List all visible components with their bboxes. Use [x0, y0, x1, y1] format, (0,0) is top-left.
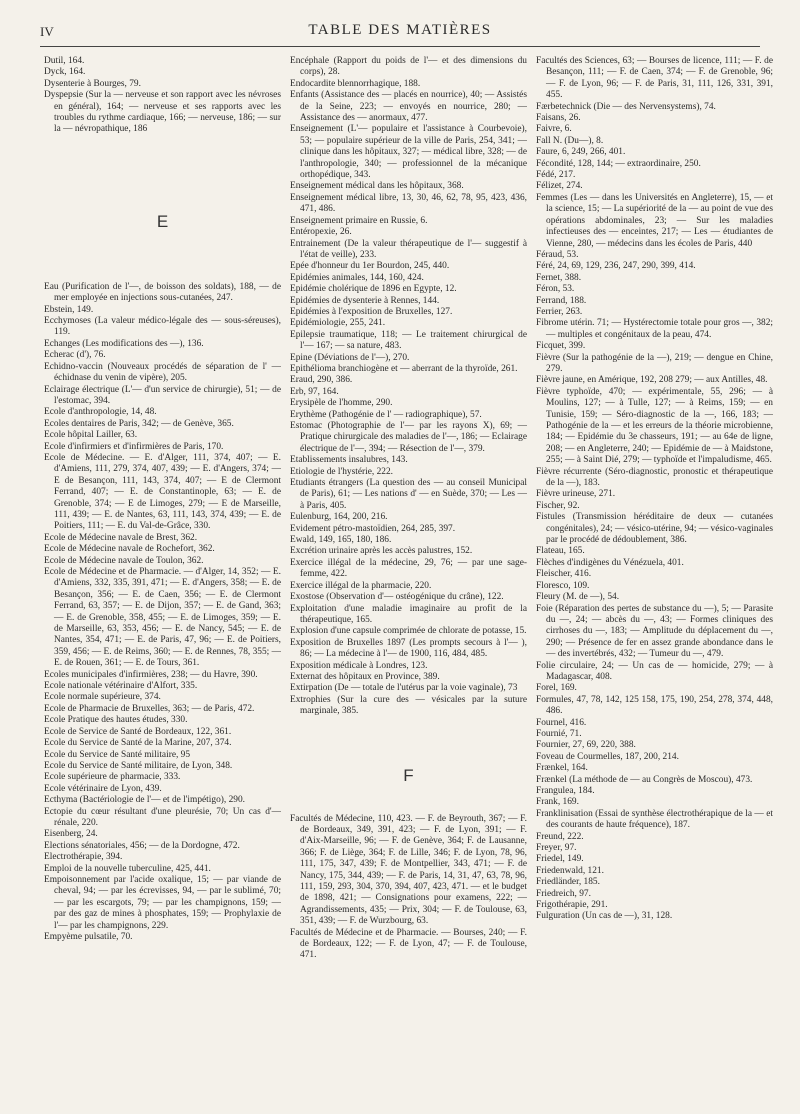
index-entry: Ecole de Médecine et de Pharmacie. — d'Alger, 14, 352; — E. d'Amiens, 332, 335, 391, 471; — E. d'Angers, 358; — E. de Besançon, 356; — E. de Caen, 356; — E. de Clermont Ferrand, 63, 357; — E. de Dijon, 357; — E. de Gand, 363; — E. de Grenoble, 358, 455; — E. de Limoges, 359; — E. de Marseille, 63, 353, 456; — E. de Nancy, 545; — E. de Nantes, 354, 471; — E. de Paris, 47, 96; — E. de Poitiers, 359, 456; — E. de Reims, 360; — E. de Rennes, 78, 355; — E. de Rouen, 361; — E. de Tours, 361. — [44, 567, 281, 669]
index-entry: Freyer, 97. — [536, 843, 577, 854]
index-entry: Féraud, 53. — [536, 249, 579, 260]
index-entry: Exostose (Observation d'— ostéogénique du crâne), 122. — [290, 592, 504, 603]
index-entry: Ewald, 149, 165, 180, 186. — [290, 535, 392, 546]
index-entry: Erb, 97, 164. — [290, 386, 339, 397]
index-entry: Fièvre récurrente (Séro-diagnostic, pronostic et thérapeutique de la —), 183. — [536, 466, 773, 489]
index-entry: Ecole nationale vétérinaire d'Alfort, 335. — [44, 681, 198, 692]
index-entry: Ferrand, 188. — [536, 295, 587, 306]
index-entry: Fournier, 27, 69, 220, 388. — [536, 740, 636, 751]
index-entry: Ecole d'anthropologie, 14, 48. — [44, 407, 157, 418]
index-entry: Ecole du Service de Santé militaire, 95 — [44, 749, 191, 760]
index-entry: Dyspepsie (Sur la — nerveuse et son rapport avec les névroses en général), 164; — nerveuse et ses rapports avec les troubles du rythme cardiaque, 166; — nerveuse, 186; — sur la — névropathique, 186 — [44, 90, 281, 135]
running-title: TABLE DES MATIÈRES — [308, 22, 492, 38]
index-entry: Ferrier, 263. — [536, 306, 583, 317]
index-entry: Echanges (Les modifications des —), 136. — [44, 338, 204, 349]
index-entry: Ecole Pratique des hautes études, 330. — [44, 715, 188, 726]
index-entry: Fécondité, 128, 144; — extraordinaire, 250. — [536, 158, 701, 169]
index-entry: Fall N. (Du—), 8. — [536, 135, 604, 146]
index-entry: Ecole supérieure de pharmacie, 333. — [44, 772, 181, 783]
index-entry: Folie circulaire, 24; — Un cas de — homicide, 279; — à Madagascar, 408. — [536, 660, 773, 682]
index-entry: Ficquet, 399. — [536, 341, 586, 352]
index-group — [44, 56, 281, 136]
index-entry: Eau (Purification de l'—, de boisson des soldats), 188, — de mer employée en injections sous-cutanées, 247. — [44, 281, 281, 304]
index-entry: Extirpation (De — totale de l'utérus par la voie vaginale), 73 — [290, 683, 518, 694]
index-entry: Féron, 53. — [536, 284, 575, 295]
index-entry: Ecole du Service de Santé de la Marine, 207, 374. — [44, 738, 232, 749]
index-entry: Exposition de Bruxelles 1897 (Les prompts secours à l'— ), 86; — La médecine à l'— de 1900, 116, 484, 485. — [290, 637, 527, 660]
index-entry: Freund, 222. — [536, 831, 584, 842]
index-entry: Fournel, 416. — [536, 717, 587, 728]
index-entry: Foveau de Courmelles, 187, 200, 214. — [536, 751, 679, 762]
index-entry: Echerac (d'), 76. — [44, 350, 106, 361]
index-entry: Fulguration (Un cas de —), 31, 128. — [536, 911, 673, 922]
index-entry: Faisans, 26. — [536, 113, 581, 124]
index-entry: Epidémies animales, 144, 160, 424. — [290, 272, 424, 283]
index-entry: Epidémie cholérique de 1896 en Egypte, 12. — [290, 284, 457, 295]
index-entry: Floresco, 109. — [536, 580, 590, 591]
index-entry: Exploitation d'une maladie imaginaire au profit de la thérapeutique, 165. — [290, 603, 527, 625]
index-entry: Foie (Réparation des pertes de substance du —), 5; — Parasite du —, 24; — abcès du —, 43; — Formes cliniques des cirrhoses du —, 183; — Amplitude du déplacement du —, 290; — Présence de fer en assez grande abondance dans le — des invertébrés, 432; — Tumeur du —, 479. — [536, 603, 773, 660]
index-entry: Fédé, 217. — [536, 170, 576, 181]
index-entry: Eraud, 290, 386. — [290, 375, 353, 386]
index-entry: Electrothérapie, 394. — [44, 852, 123, 863]
index-entry: Formules, 47, 78, 142, 125 158, 175, 190, 254, 278, 374, 448, 486. — [536, 694, 773, 717]
index-entry: Ecole de Médecine navale de Rochefort, 362. — [44, 544, 215, 555]
index-entry: Flèches d'indigènes du Vénézuela, 401. — [536, 557, 684, 568]
index-entry: Entrainement (De la valeur thérapeutique de l'— suggestif à l'état de veille), 233. — [290, 238, 527, 260]
index-entry: Féré, 24, 69, 129, 236, 247, 290, 399, 414. — [536, 261, 696, 272]
index-entry: Ecole de Pharmacie de Bruxelles, 363; — de Paris, 472. — [44, 703, 255, 714]
index-entry: Enseignement médical libre, 13, 30, 46, 62, 78, 95, 423, 436, 471, 486. — [290, 192, 527, 215]
index-entry: Epidémiologie, 255, 241. — [290, 318, 386, 329]
index-column-1 — [44, 56, 281, 1106]
index-entry: Félizet, 274. — [536, 181, 583, 192]
index-entry: Ecole normale supérieure, 374. — [44, 692, 161, 703]
index-entry: Exercice illégal de la pharmacie, 220. — [290, 580, 432, 591]
index-entry: Enfants (Assistance des — placés en nourrice), 40; — Assistés de la Seine, 223; — envoyés en nourrice, 280; — Assistance des — anormaux, 477. — [290, 90, 527, 124]
index-entry: Etiologie de l'hystérie, 222. — [290, 466, 393, 477]
index-entry: Eisenberg, 24. — [44, 829, 98, 840]
index-entry: Fischer, 92. — [536, 500, 580, 511]
index-entry: Frangulea, 184. — [536, 786, 595, 796]
index-entry: Enseignement médical dans les hôpitaux, 368. — [290, 181, 464, 192]
index-entry: Færbetechnick (Die — des Nervensystems), 74. — [536, 101, 716, 112]
index-entry: Ecole du Service de Santé militaire, de Lyon, 348. — [44, 760, 233, 771]
index-entry: Epilepsie traumatique, 118; — Le traitement chirurgical de l'— 167; — sa nature, 483. — [290, 329, 527, 352]
index-entry: Franklinisation (Essai de synthèse électrothérapique de la — et des courants de haute fréquence), 187. — [536, 808, 773, 831]
index-entry: Ecchymoses (La valeur médico-légale des — sous-séreuses), 119. — [44, 316, 281, 338]
index-entry: Ecole hôpital Lailler, 63. — [44, 430, 138, 441]
index-entry: Dutil, 164. — [44, 56, 85, 66]
index-column-2 — [290, 56, 527, 1106]
index-group — [290, 814, 527, 962]
index-entry: Empyème pulsatile, 70. — [44, 932, 133, 942]
index-entry: Facultés des Sciences, 63; — Bourses de licence, 111; — F. de Besançon, 111; — F. de Caen, 374; — F. de Grenoble, 96; — F. de Lyon, 96; — F. de Paris, 31, 111, 126, 331, 391, 455. — [536, 56, 773, 101]
index-entry: Fleury (M. de —), 54. — [536, 592, 620, 603]
index-entry: Fièvre typhoïde, 470; — expérimentale, 55, 296; — à Moulins, 127; — à Tulle, 127; — à Reims, 159; — en Tunisie, 159; — Séro-diagnostic de la —, 166, 183; — Pathogénie de la — et les erreurs de la théorie microbienne, 184; — Epidémie du 3e chasseurs, 191; — au 64e de ligne, 208; — en Angleterre, 240; — Epidémie de — à Maidstone, 255; — à Saint Dié, 279; — typhoïde et l'impaludisme, 465. — [536, 386, 773, 466]
index-entry: Friedländer, 185. — [536, 877, 600, 888]
index-entry: Epine (Déviations de l'—), 270. — [290, 352, 410, 363]
index-group — [44, 282, 281, 944]
index-entry: Epée d'honneur du 1er Bourdon, 245, 440. — [290, 261, 450, 272]
index-entry: Emploi de la nouvelle tuberculine, 425, 441. — [44, 863, 211, 874]
index-entry: Elections sénatoriales, 456; — de la Dordogne, 472. — [44, 840, 240, 851]
index-entry: Flateau, 165. — [536, 546, 585, 557]
index-entry: Epidémies de dysenterie à Rennes, 144. — [290, 295, 440, 306]
index-entry: Friedreich, 97. — [536, 888, 591, 899]
index-entry: Externat des hôpitaux en Province, 389. — [290, 671, 440, 682]
index-entry: Ecole de Service de Santé de Bordeaux, 122, 361. — [44, 726, 232, 737]
index-entry: Excrétion urinaire après les accès palustres, 152. — [290, 546, 473, 557]
index-entry: Friedenwald, 121. — [536, 865, 604, 876]
index-entry: Faure, 6, 249, 266, 401. — [536, 147, 626, 158]
index-entry: Fistules (Transmission héréditaire de deux — cutanées congénitales), 24; — vésico-utérine, 94; — vésico-vaginales par le procédé de dédoublement, 386. — [536, 512, 773, 546]
index-entry: Explosion d'une capsule comprimée de chlorate de potasse, 15. — [290, 626, 527, 637]
index-entry: Estomac (Photographie de l'— par les rayons X), 69; — Pratique chirurgicale des maladies de l'—, 186; — Eclairage électrique de l'—, 394; — Résection de l'—, 379. — [290, 421, 527, 454]
index-entry: Fibrome utérin. 71; — Hystérectomie totale pour gros —, 382; — multiples et congénitaux de la peau, 474. — [536, 318, 773, 340]
index-entry: Entéropexie, 26. — [290, 227, 352, 238]
index-entry: Eclairage électrique (L'— d'un service de chirurgie), 51; — de l'estomac, 394. — [44, 384, 281, 406]
index-entry: Frigothérapie, 291. — [536, 900, 608, 911]
index-entry: Facultés de Médecine et de Pharmacie. — Bourses, 240; — F. de Bordeaux, 122; — F. de Lyon, 47; — F. de Toulouse, 471. — [290, 927, 527, 961]
index-entry: Dyck, 164. — [44, 67, 86, 78]
index-entry: Evidement pétro-mastoïdien, 264, 285, 397. — [290, 523, 456, 534]
index-entry: Eulenburg, 164, 200, 216. — [290, 512, 388, 523]
index-entry: Erysipèle de l'homme, 290. — [290, 398, 393, 409]
index-entry: Epidémies à l'exposition de Bruxelles, 127. — [290, 306, 453, 317]
index-entry: Exposition médicale à Londres, 123. — [290, 660, 428, 671]
index-entry: Ectopie du cœur résultant d'une pleurésie, 70; Un cas d'— rénale, 220. — [44, 806, 281, 828]
index-entry: Endocardite blennorrhagique, 188. — [290, 78, 421, 89]
index-group — [290, 56, 527, 718]
section-letter-f: F — [403, 765, 414, 785]
index-entry: Erythème (Pathogénie de l' — radiographique), 57. — [290, 409, 482, 420]
index-column-3 — [536, 56, 773, 1106]
index-entry: Etablissements insalubres, 143. — [290, 455, 408, 466]
index-entry: Facultés de Médecine, 110, 423. — F. de Beyrouth, 367; — F. de Bordeaux, 349, 391, 423; — F. de Lyon, 391; — F. d'Aix-Marseille, 96; — F. de Genève, 364; F. de Lausanne, 366; F. de Liège, 364; F. de Lille, 346; F. de Lyon, 78, 96, 111, 175, 347, 439; F. de Montpellier, 343, 471; — F. de Nancy, 175, 344, 439; — F. de Paris, 14, 31, 47, 63, 78, 96, 111, 159, 293, 304, 370, 394, 407, 423, 471. — et le budget de 1898, 421; — Consignations pour examens, 222; — Agrandissements, 435; — Prix, 304; — F. de Toulouse, 63, 351, 439; — F. de Wurzbourg, 63. — [290, 813, 527, 927]
index-entry: Fièvre urineuse, 271. — [536, 489, 616, 500]
page-header — [40, 22, 760, 47]
section-letter-e: E — [156, 211, 169, 231]
index-entry: Ebstein, 149. — [44, 304, 94, 315]
index-entry: Frænkel, 164. — [536, 763, 588, 774]
index-entry: Frænkel (La méthode de — au Congrès de Moscou), 473. — [536, 774, 753, 785]
index-entry: Ecthyma (Bactériologie de l'— et de l'impétigo), 290. — [44, 795, 245, 806]
index-columns — [44, 56, 774, 1106]
index-entry: Fièvre jaune, en Amérique, 192, 208 279; — aux Antilles, 48. — [536, 375, 768, 386]
index-entry: Fernet, 388. — [536, 272, 582, 283]
index-entry: Ecoles municipales d'infirmières, 238; — du Havre, 390. — [44, 669, 258, 680]
index-entry: Fournié, 71. — [536, 728, 582, 739]
index-entry: Forel, 169. — [536, 683, 577, 694]
index-entry: Femmes (Les — dans les Universités en Angleterre), 15, — et la science, 15; — La supériorité de la — au point de vue des opérations abdominales, 23; — Sur les maladies infectieuses des — enceintes, 217; — Les — étudiantes de Vienne, 280, — médecins dans les écoles de Paris, 440 — [536, 192, 773, 249]
index-entry: Fleischer, 416. — [536, 569, 592, 580]
index-entry: Extrophies (Sur la cure des — vésicales par la suture marginale, 385. — [290, 694, 527, 717]
index-entry: Ecole de Médecine. — E. d'Alger, 111, 374, 407; — E. d'Amiens, 111, 279, 374, 407, 439; — E. d'Angers, 374; — E de Besançon, 111, 143, 374, 407; — E de Clermont Ferrand, 407; — E. de Constantinople, 63; — E. de Grenoble, 374; — E de Limoges, 279; — E de Marseille, 111, 439; — E. de Nantes, 63, 111, 143, 374, 439; — E. de Poitiers, 111; — E. du Val-de-Grâce, 330. — [44, 452, 281, 532]
index-entry: Faivre, 6. — [536, 124, 572, 135]
index-entry: Encéphale (Rapport du poids de l'— et des dimensions du corps), 28. — [290, 56, 527, 78]
index-entry: Ecole d'infirmiers et d'infirmières de Paris, 170. — [44, 441, 224, 452]
index-entry: Fièvre (Sur la pathogénie de la —), 219; — dengue en Chine, 279. — [536, 352, 773, 374]
index-entry: Echidno-vaccin (Nouveaux procédés de séparation de l' — échidnase du venin de vipère), 205. — [44, 361, 281, 384]
index-entry: Epithélioma branchiogène et — aberrant de la thyroïde, 261. — [290, 363, 518, 374]
index-entry: Ecole de Médecine navale de Toulon, 362. — [44, 555, 204, 566]
index-entry: Ecole de Médecine navale de Brest, 362. — [44, 532, 198, 543]
index-entry: Enseignement primaire en Russie, 6. — [290, 215, 428, 226]
index-entry: Empoisonnement par l'acide oxalique, 15; — par viande de cheval, 94; — par les écrevisses, 94, — par le sublimé, 70; — par les escargots, 79; — par les champignons, 159; — par des gaz de mines à phosphates, 159; — Prophylaxie de l'— par les champignons, 229. — [44, 874, 281, 931]
index-entry: Friedel, 149. — [536, 854, 584, 865]
index-entry: Ecole vétérinaire de Lyon, 439. — [44, 783, 162, 794]
index-entry: Frank, 169. — [536, 797, 579, 808]
index-entry: Ecoles dentaires de Paris, 342; — de Genève, 365. — [44, 418, 234, 429]
index-group — [536, 56, 773, 923]
index-entry: Dysenterie à Bourges, 79. — [44, 78, 141, 89]
index-entry: Etudiants étrangers (La question des — au conseil Municipal de Paris), 61; — Les nations d' — en Suède, 370; — Les — à Paris, 405. — [290, 478, 527, 511]
page-number: IV — [40, 24, 54, 39]
index-entry: Enseignement (L'— populaire et l'assistance à Courbevoie), 53; — populaire supérieur de la ville de Paris, 254, 341; — clinique dans les hôpitaux, 327; — médical libre, 328; — de l'anthropologie, 340; — professionnel de la mécanique orthopédique, 343. — [290, 124, 527, 181]
index-entry: Exercice illégal de la médecine, 29, 76; — par une sage-femme, 422. — [290, 557, 527, 580]
